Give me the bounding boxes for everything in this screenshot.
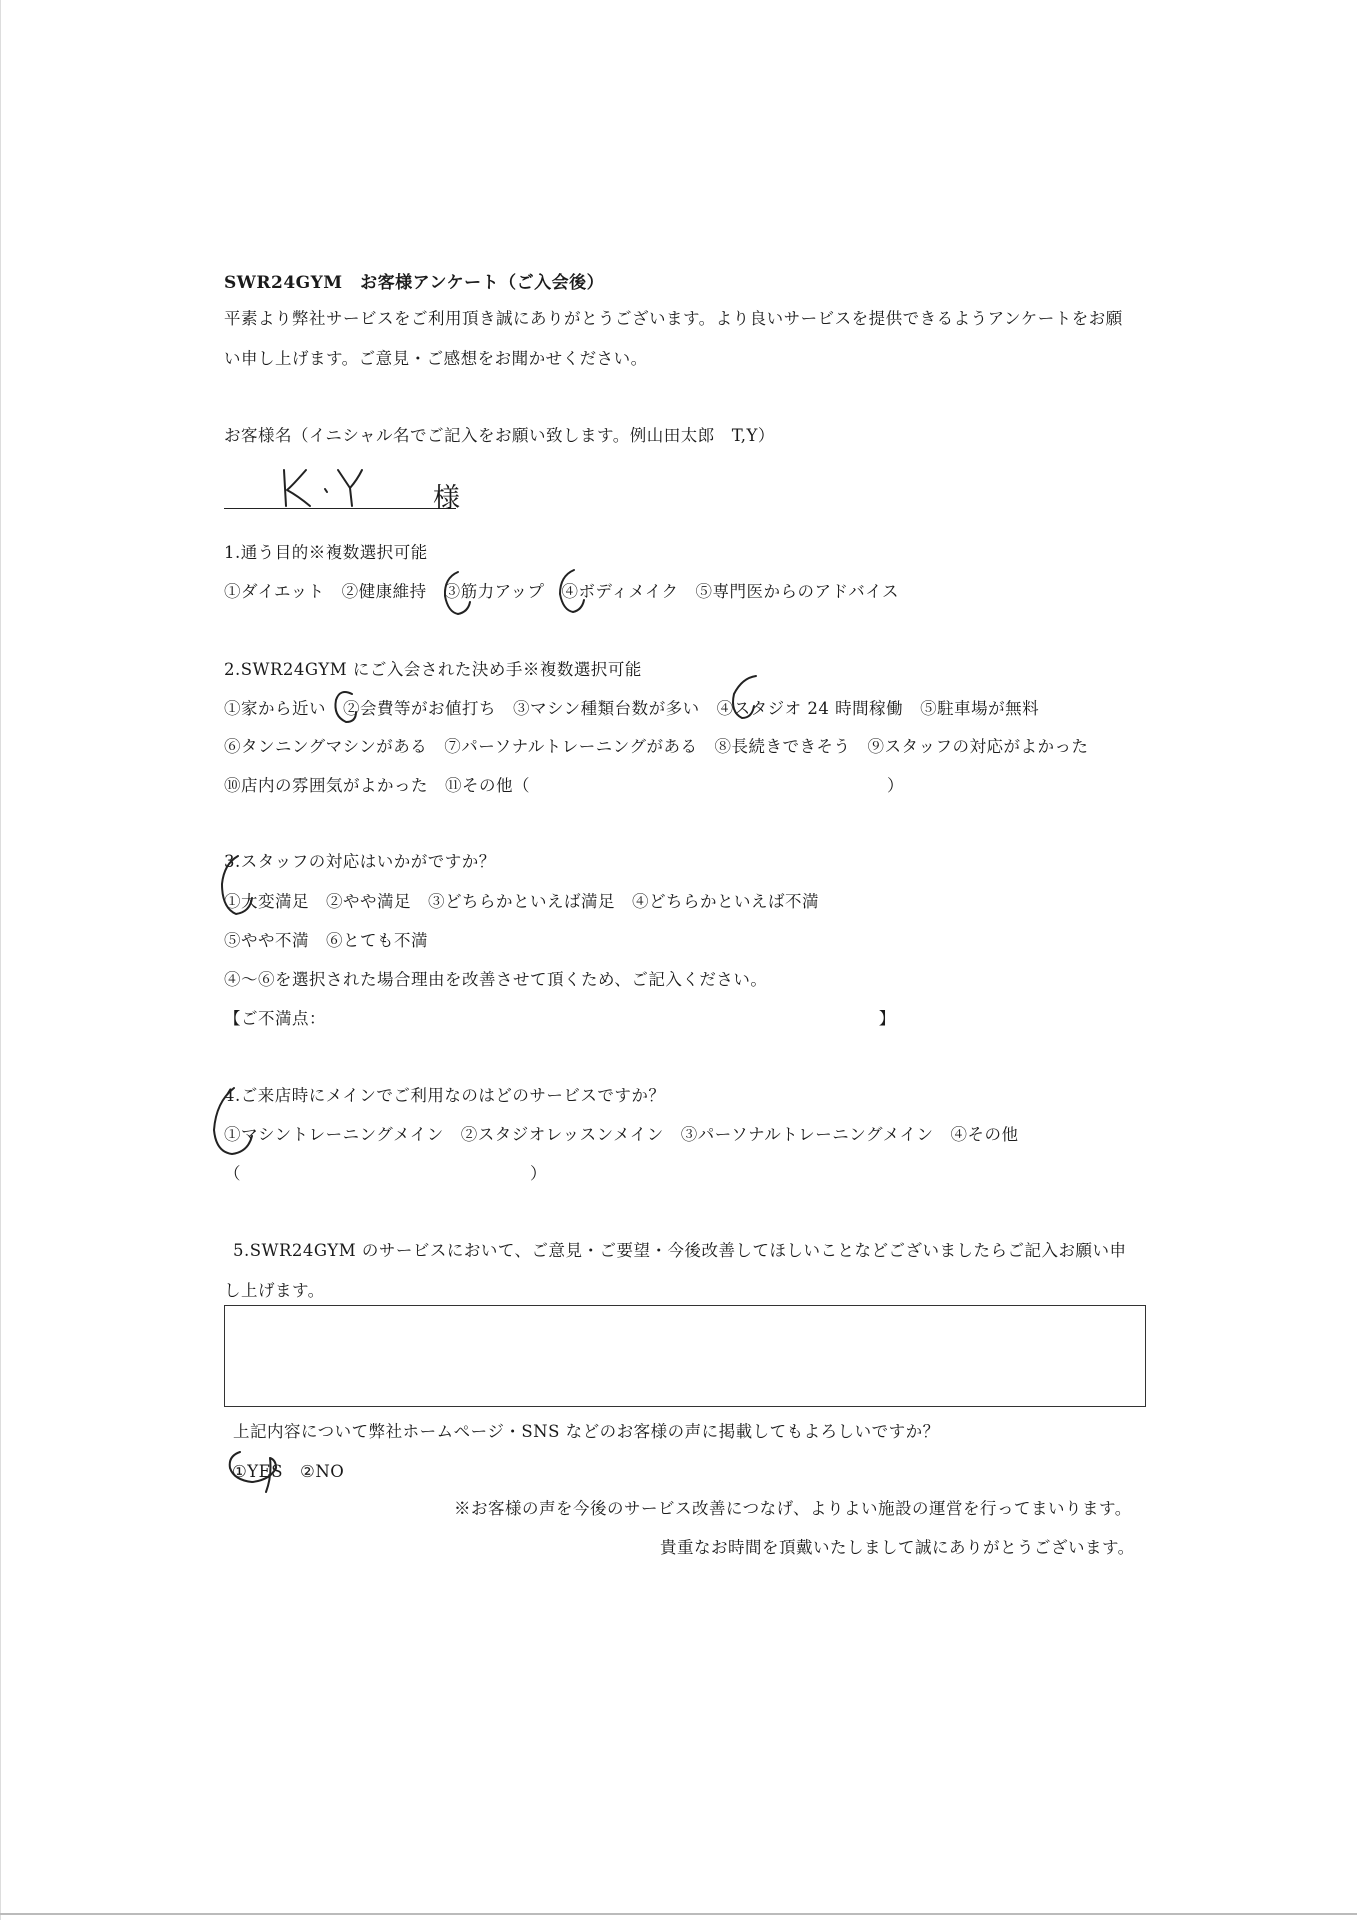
name-label: お客様名（イニシャル名でご記入をお願い致します。例山田太郎 T,Y） <box>224 426 775 445</box>
footer-thanks: 貴重なお時間を頂戴いたしまして誠にありがとうございます。 <box>660 1538 1135 1557</box>
q3-options-2: ⑤やや不満 ⑥とても不満 <box>224 931 428 950</box>
survey-title: SWR24GYM お客様アンケート（ご入会後） <box>224 273 605 293</box>
q2-options-2: ⑥タンニングマシンがある ⑦パーソナルトレーニングがある ⑧長続きできそう ⑨スタッフの対応がよかった <box>224 737 1089 756</box>
scan-edge-bottom <box>0 1913 1357 1915</box>
intro-line-1: 平素より弊社サービスをご利用頂き誠にありがとうございます。より良いサービスを提供できるようアンケートをお願 <box>224 309 1123 328</box>
scan-edge-left <box>0 0 1 1920</box>
q5-question-2: し上げます。 <box>224 1281 325 1300</box>
handwritten-initials-k-y <box>284 470 362 506</box>
name-underline <box>224 508 456 509</box>
name-suffix: 様 <box>433 483 460 514</box>
q3-note: ④～⑥を選択された場合理由を改善させて頂くため、ご記入ください。 <box>224 970 768 989</box>
q1-options: ①ダイエット ②健康維持 ③筋力アップ ④ボディメイク ⑤専門医からのアドバイス <box>224 582 900 601</box>
q3-question: 3.スタッフの対応はいかがですか？ <box>224 852 496 871</box>
consent-options: ①YES ②NO <box>232 1462 345 1481</box>
q2-options-3: ⑩店内の雰囲気がよかった ⑪その他（ ） <box>224 776 904 795</box>
q5-question-1: 5.SWR24GYM のサービスにおいて、ご意見・ご要望・今後改善してほしいことなどございましたらご記入お願い申 <box>233 1241 1127 1260</box>
q4-other-field[interactable]: （ ） <box>224 1164 547 1183</box>
q1-question: 1.通う目的※複数選択可能 <box>224 543 428 562</box>
q2-options-1: ①家から近い ②会費等がお値打ち ③マシン種類台数が多い ④スタジオ 24 時間稼働 ⑤駐車場が無料 <box>224 699 1040 718</box>
q4-options-1: ①マシントレーニングメイン ②スタジオレッスンメイン ③パーソナルトレーニングメイン ④その他 <box>224 1125 1019 1144</box>
q5-answer-box[interactable] <box>224 1305 1146 1407</box>
q3-options-1: ①大変満足 ②やや満足 ③どちらかといえば満足 ④どちらかといえば不満 <box>224 892 819 911</box>
q2-question: 2.SWR24GYM にご入会された決め手※複数選択可能 <box>224 660 642 679</box>
q3-complaint-field[interactable]: 【ご不満点： 】 <box>224 1009 896 1028</box>
consent-question: 上記内容について弊社ホームページ・SNS などのお客様の声に掲載してもよろしいですか？ <box>233 1422 940 1441</box>
footer-note: ※お客様の声を今後のサービス改善につなげ、よりよい施設の運営を行ってまいります。 <box>454 1499 1132 1518</box>
intro-line-2: い申し上げます。ご意見・ご感想をお聞かせください。 <box>224 349 648 368</box>
q4-question: 4.ご来店時にメインでご利用なのはどのサービスですか？ <box>224 1086 666 1105</box>
